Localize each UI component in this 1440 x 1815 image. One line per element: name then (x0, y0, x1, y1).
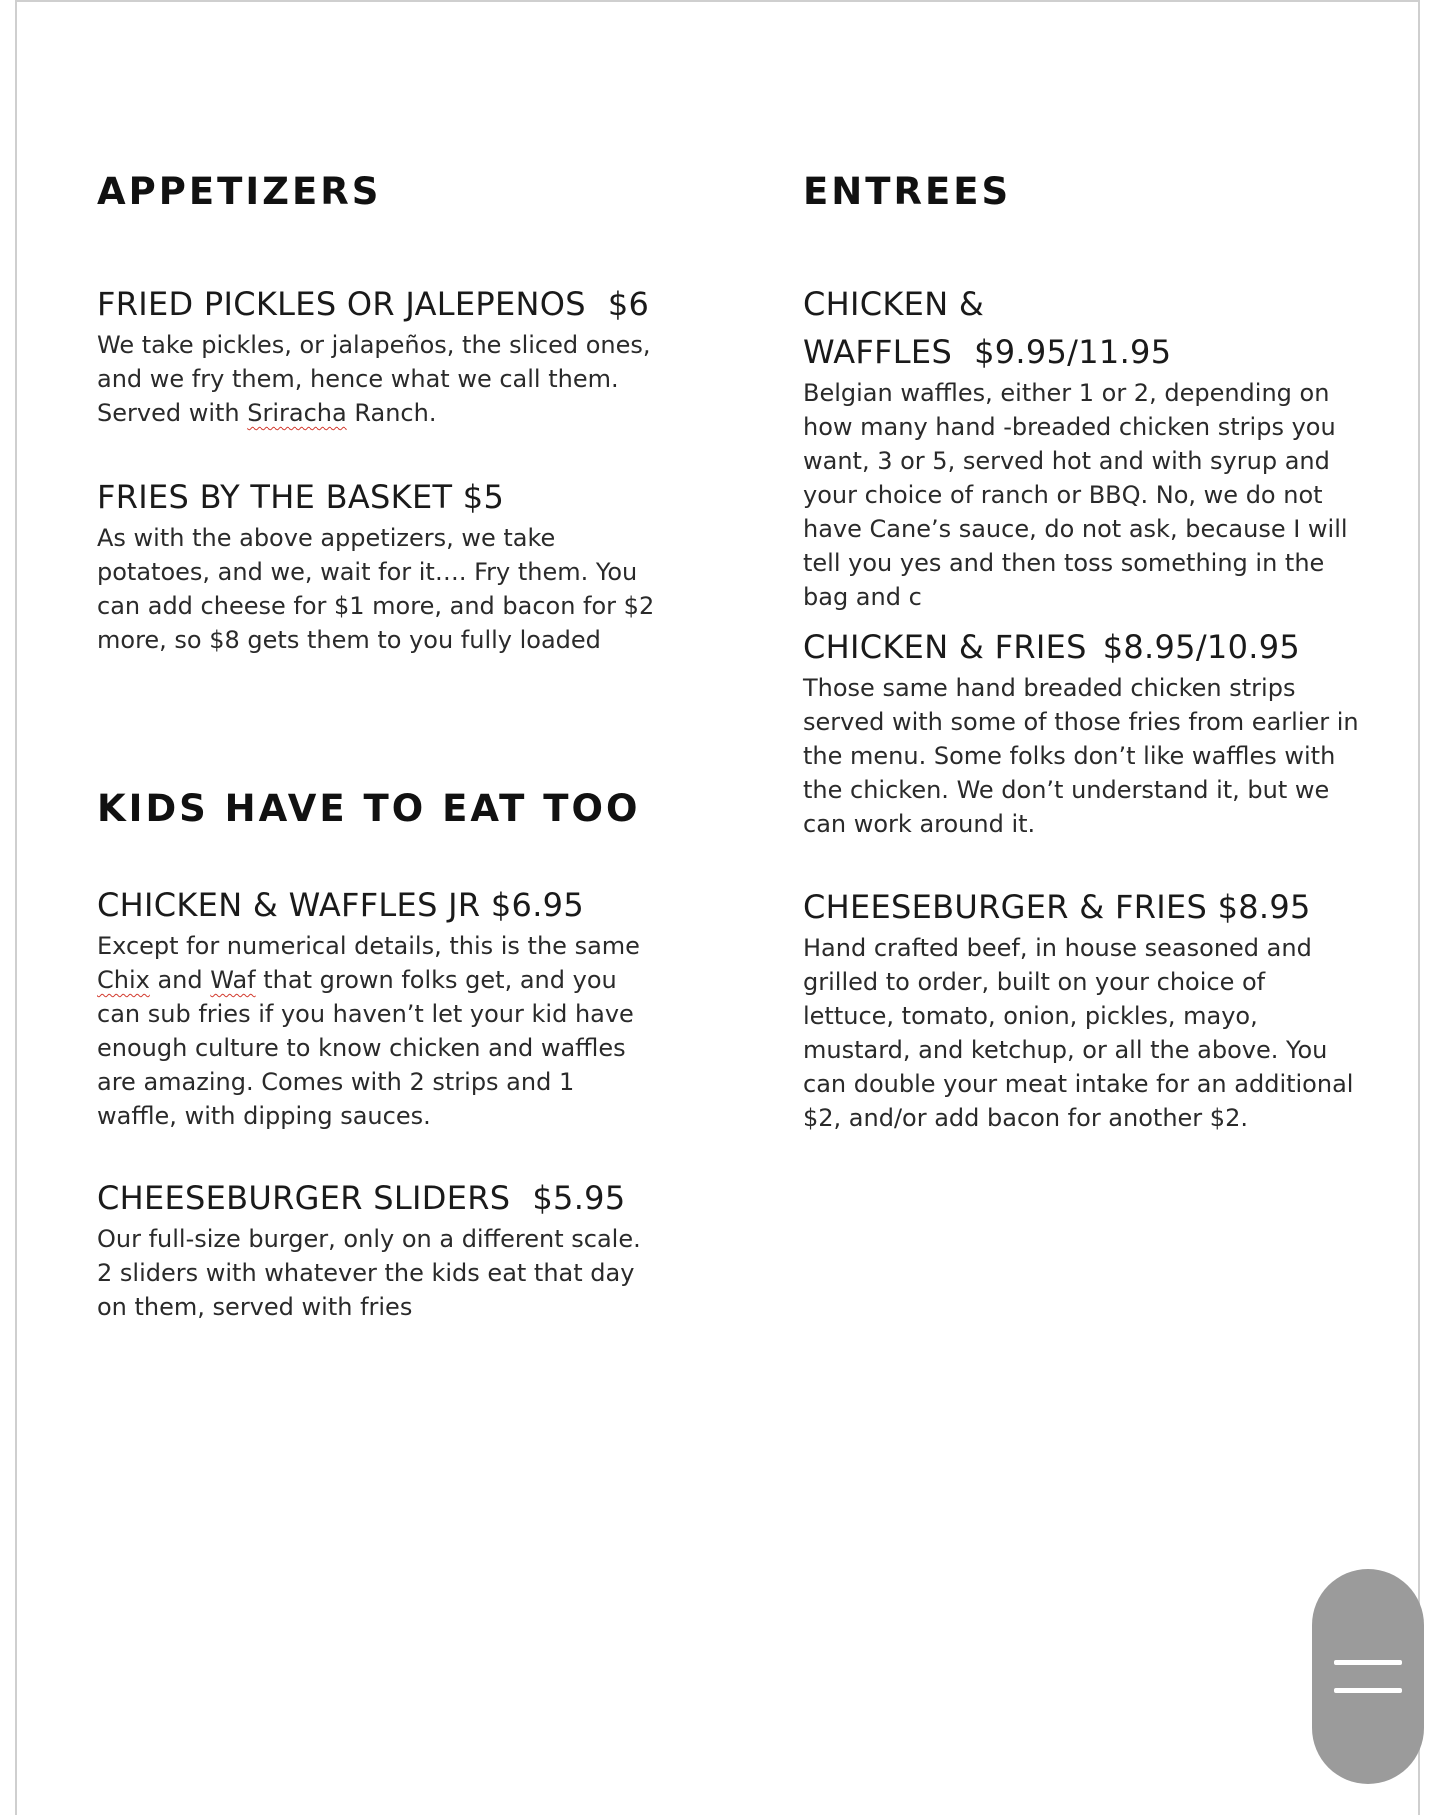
kids-heading: KIDS HAVE TO EAT TOO (97, 787, 641, 830)
item-description: Hand crafted beef, in house seasoned and grilled to order, built on your choice of lettuce, tomato, onion, pickles, mayo, mustard, and ketchup, or all the above. You can double your meat intake for an additional $2, and/or add bacon for another $2. (803, 934, 1354, 1132)
item-description: Those same hand breaded chicken strips served with some of those fries from earlier in the menu. Some folks don’t like waffles with the chicken. We don’t understand it, but we can work around it. (803, 674, 1359, 838)
item-title: FRIES BY THE BASKET $5 (97, 478, 505, 516)
menu-item-chicken-waffles-jr (97, 881, 657, 1133)
item-name-line-2 (803, 328, 1363, 376)
item-title (803, 623, 1363, 671)
menu-item-cheeseburger-sliders (97, 1174, 657, 1324)
menu-item-chicken-waffles (803, 280, 1363, 614)
item-name: CHICKEN & FRIES (803, 628, 1087, 666)
menu-item-chicken-fries (803, 623, 1363, 841)
item-title: CHEESEBURGER & FRIES $8.95 (803, 888, 1311, 926)
menu-item-cheeseburger-fries (803, 883, 1363, 1135)
spellcheck-flagged-word: Waf (210, 966, 256, 994)
desc-text: Ranch. (346, 399, 437, 427)
item-title (97, 1174, 657, 1222)
menu-item-fried-pickles (97, 280, 657, 430)
entrees-heading: ENTREES (803, 170, 1012, 213)
spellcheck-flagged-word: Sriracha (247, 399, 347, 427)
item-description: Our full-size burger, only on a different scale. 2 sliders with whatever the kids eat that day on them, served with fries (97, 1225, 641, 1321)
item-name-line-1: CHICKEN & (803, 285, 985, 323)
scroll-handle[interactable] (1312, 1569, 1424, 1784)
item-price: $8.95/10.95 (1102, 628, 1301, 666)
item-title: CHICKEN & WAFFLES JR $6.95 (97, 886, 585, 924)
item-price: $5.95 (532, 1179, 626, 1217)
item-description (97, 328, 657, 430)
item-price: $9.95/11.95 (974, 333, 1172, 371)
appetizers-heading: APPETIZERS (97, 170, 382, 213)
menu-item-fries-basket (97, 473, 657, 657)
item-price: $6 (607, 285, 650, 323)
item-title (803, 280, 1363, 376)
item-description (97, 929, 657, 1133)
item-title (97, 280, 657, 328)
item-description: As with the above appetizers, we take potatoes, and we, wait for it…. Fry them. You can add cheese for $1 more, and bacon for $2 more, so $8 gets them to you fully loaded (97, 524, 655, 654)
item-name: WAFFLES (803, 333, 953, 371)
desc-text: Except for numerical details, this is the same (97, 932, 640, 960)
spellcheck-flagged-word: Chix (97, 966, 150, 994)
desc-text: that grown folks get, and you can sub fries if you haven’t let your kid have enough culture to know chicken and waffles are amazing. Comes with 2 strips and 1 waffle, with dipping sauces. (97, 966, 634, 1130)
item-name: CHEESEBURGER SLIDERS (97, 1179, 511, 1217)
item-description: Belgian waffles, either 1 or 2, depending on how many hand -breaded chicken strips you want, 3 or 5, served hot and with syrup and your choice of ranch or BBQ. No, we do not have Cane’s sauce, do not ask, because I will tell you yes and then toss something in the bag and c (803, 379, 1348, 611)
item-name: FRIED PICKLES OR JALEPENOS (97, 285, 586, 323)
desc-text: We take pickles, or jalapeños, the sliced ones, and we fry them, hence what we call them. Served with (97, 331, 651, 427)
desc-text: and (149, 966, 211, 994)
